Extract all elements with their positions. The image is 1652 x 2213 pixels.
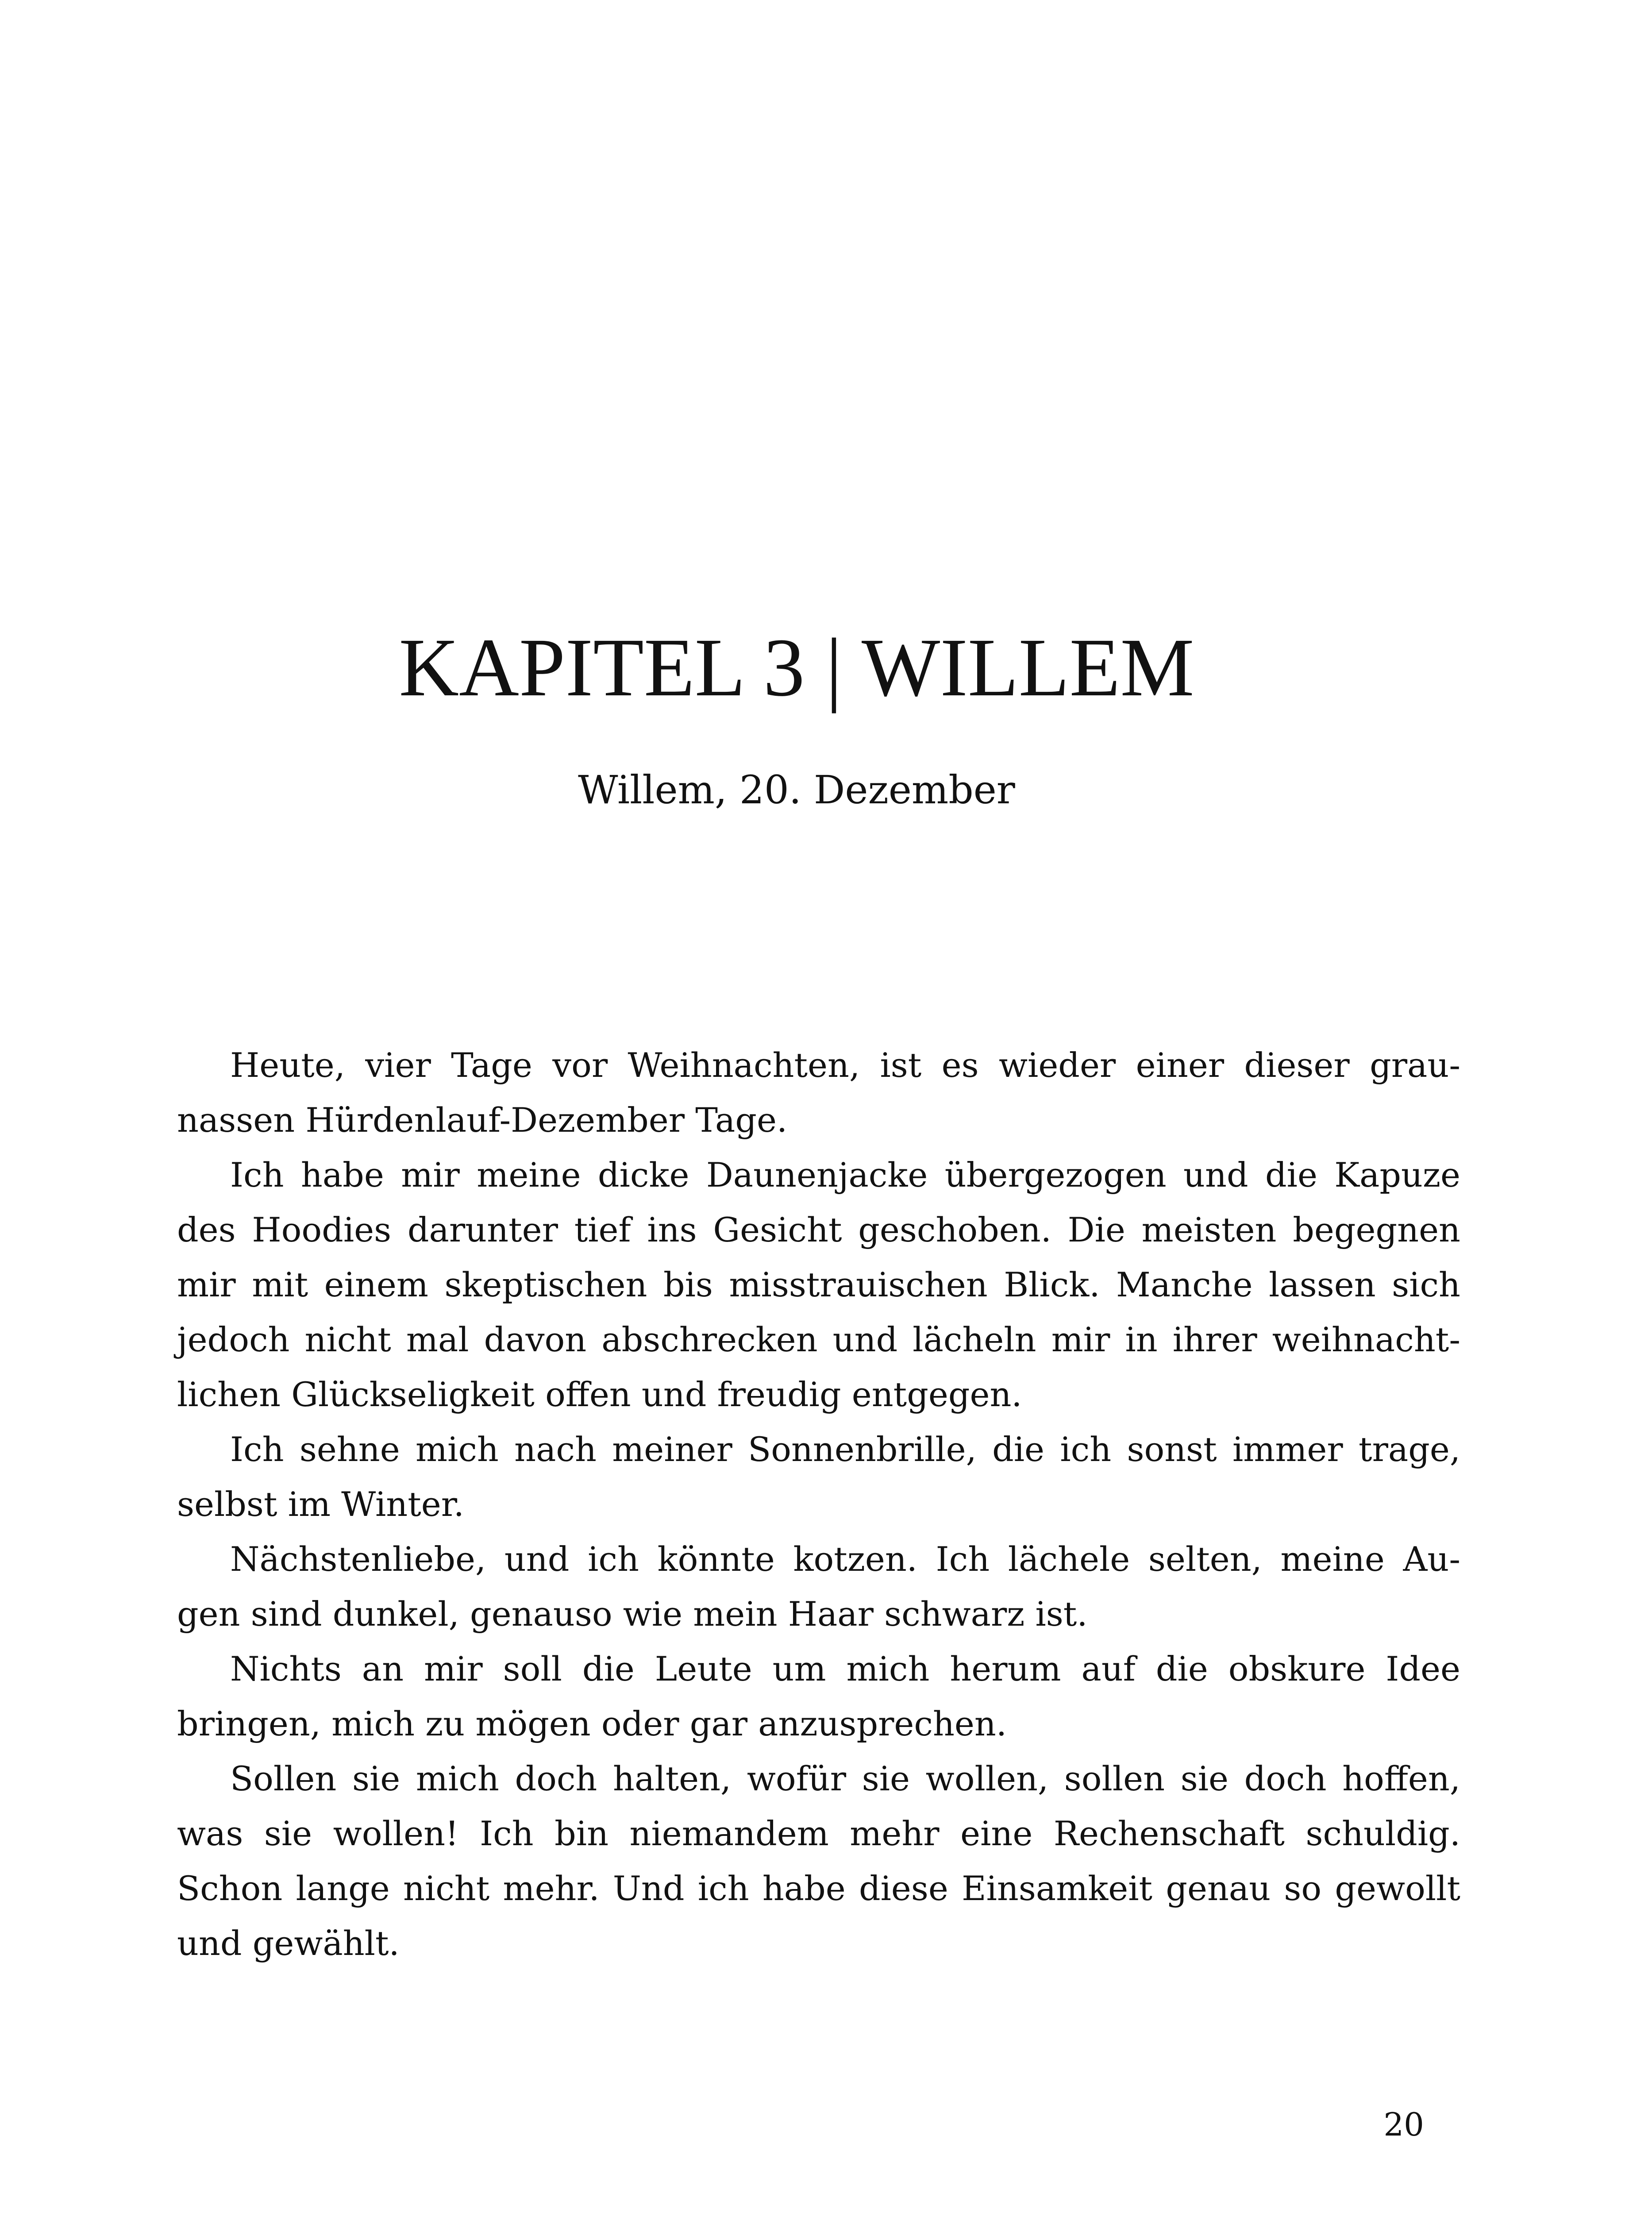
text-line: Ich habe mir meine dicke Daunenjacke übergezogen und die Kapuze	[230, 1155, 1460, 1195]
text-line: des Hoodies darunter tief ins Gesicht geschoben. Die meisten begegnen	[177, 1210, 1460, 1249]
text-line: selbst im Winter.	[177, 1484, 464, 1524]
text-line: bringen, mich zu mögen oder gar anzusprechen.	[177, 1704, 1007, 1743]
page-number: 20	[1383, 2106, 1424, 2143]
body-text	[177, 1038, 1460, 1971]
text-line: gen sind dunkel, genauso wie mein Haar schwarz ist.	[177, 1594, 1088, 1634]
text-line: nassen Hürdenlauf-Dezember Tage.	[177, 1100, 788, 1140]
text-line: und gewählt.	[177, 1924, 400, 1963]
text-line: Ich sehne mich nach meiner Sonnenbrille, die ich sonst immer trage,	[230, 1430, 1460, 1469]
text-line: Schon lange nicht mehr. Und ich habe diese Einsamkeit genau so gewollt	[177, 1869, 1460, 1908]
text-line: was sie wollen! Ich bin niemandem mehr eine Rechenschaft schuldig.	[177, 1814, 1460, 1853]
text-line: Heute, vier Tage vor Weihnachten, ist es wieder einer dieser grau-	[230, 1045, 1460, 1085]
chapter-title: KAPITEL 3 | WILLEM	[399, 621, 1194, 713]
text-line: Nächstenliebe, und ich könnte kotzen. Ich lächele selten, meine Au-	[230, 1539, 1460, 1579]
text-line: mir mit einem skeptischen bis misstrauischen Blick. Manche lassen sich	[177, 1265, 1460, 1304]
text-line: jedoch nicht mal davon abschrecken und lächeln mir in ihrer weihnacht-	[177, 1320, 1460, 1359]
text-line: Sollen sie mich doch halten, wofür sie wollen, sollen sie doch hoffen,	[230, 1759, 1460, 1798]
text-line: lichen Glückseligkeit offen und freudig entgegen.	[177, 1375, 1022, 1414]
text-line: Nichts an mir soll die Leute um mich herum auf die obskure Idee	[230, 1649, 1460, 1689]
chapter-subtitle: Willem, 20. Dezember	[578, 767, 1015, 813]
